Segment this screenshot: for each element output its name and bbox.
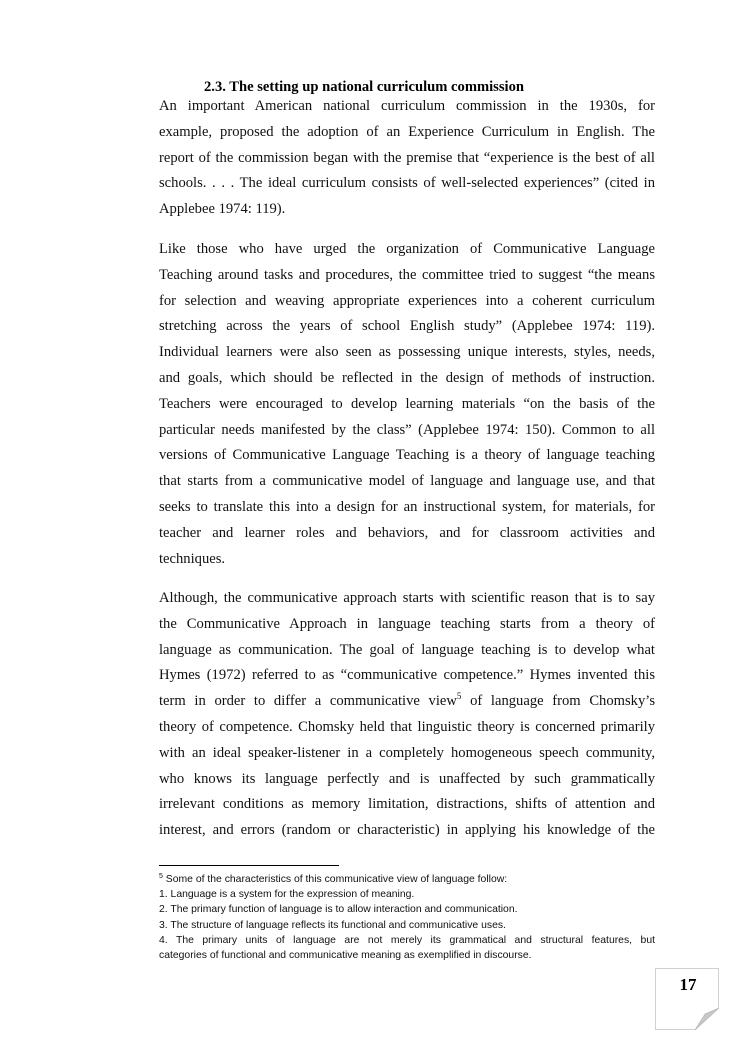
page-curl-icon [695, 1008, 719, 1030]
text-line: Individual learners were also seen as possessing unique interests, styles, needs, [159, 344, 655, 361]
text-line: schools. . . . The ideal curriculum consists of well-selected experiences” (cited in [159, 175, 655, 192]
text-line: who knows its language perfectly and is unaffected by such grammatically [159, 770, 655, 787]
text-line: Although, the communicative approach starts with scientific reason that is to say [159, 590, 655, 606]
text-line: theory of competence. Chomsky held that linguistic theory is concerned primarily [159, 718, 655, 735]
text-fragment: of language from Chomsky’s [461, 693, 656, 710]
text-line: Teachers were encouraged to develop learning materials “on the basis of the [159, 395, 655, 412]
text-line: with an ideal speaker-listener in a completely homogeneous speech community, [159, 744, 655, 761]
text-line: the Communicative Approach in language teaching starts from a theory of [159, 615, 655, 632]
text-line-with-footnote [159, 689, 655, 715]
footnote-reference[interactable]: 5 [456, 691, 462, 702]
page-number-box [655, 968, 719, 1030]
footnote-intro [159, 872, 655, 887]
text-line: language as communication. The goal of language teaching is to develop what [159, 641, 655, 658]
footnote-item: categories of functional and communicative meaning as exemplified in discourse. [159, 949, 532, 961]
text-line: and goals, which should be reflected in the design of methods of instruction. [159, 369, 655, 386]
text-line: report of the commission began with the premise that “experience is the best of all [159, 149, 655, 166]
footnote-item: 4. The primary units of language are not merely its grammatical and structural features, but [159, 934, 655, 946]
footnote-item: 1. Language is a system for the expression of meaning. [159, 889, 415, 901]
text-line: that starts from a communicative model of language and language use, and that [159, 473, 655, 490]
text-line: Teaching around tasks and procedures, the committee tried to suggest “the means [159, 266, 655, 283]
text-line: Hymes (1972) referred to as “communicative competence.” Hymes invented this [159, 667, 655, 684]
text-line: versions of Communicative Language Teaching is a theory of language teaching [159, 447, 655, 464]
footnotes [159, 872, 655, 963]
footnote-marker: 5 [159, 873, 163, 880]
text-line: for selection and weaving appropriate experiences into a coherent curriculum [159, 292, 655, 309]
page-number: 17 [679, 975, 697, 994]
text-line: stretching across the years of school English study” (Applebee 1974: 119). [159, 318, 655, 335]
text-fragment: term in order to differ a communicative view [159, 693, 457, 710]
text-line: Applebee 1974: 119). [159, 201, 286, 218]
text-line: An important American national curriculum commission in the 1930s, for [159, 98, 655, 114]
section-heading: 2.3. The setting up national curriculum commission [204, 79, 525, 95]
paragraph-3 [159, 586, 655, 844]
footnote-item: 2. The primary function of language is to allow interaction and communication. [159, 904, 518, 916]
text-line: Like those who have urged the organization of Communicative Language [159, 241, 655, 257]
text-line: example, proposed the adoption of an Experience Curriculum in English. The [159, 123, 655, 140]
paragraph-1 [159, 94, 655, 223]
text-line: seeks to translate this into a design for an instructional system, for materials, for [159, 498, 655, 515]
footnote-separator [159, 865, 339, 866]
footnote-item: 3. The structure of language reflects its functional and communicative uses. [159, 919, 506, 931]
text-line: techniques. [159, 550, 226, 567]
text-line: particular needs manifested by the class” (Applebee 1974: 150). Common to all [159, 421, 655, 438]
text-line: interest, and errors (random or characteristic) in applying his knowledge of the [159, 822, 655, 839]
text-line: teacher and learner roles and behaviors, and for classroom activities and [159, 524, 655, 541]
paragraph-2 [159, 237, 655, 572]
footnote-text: Some of the characteristics of this communicative view of language follow: [162, 874, 508, 885]
text-line: irrelevant conditions as memory limitation, distractions, shifts of attention and [159, 796, 655, 813]
